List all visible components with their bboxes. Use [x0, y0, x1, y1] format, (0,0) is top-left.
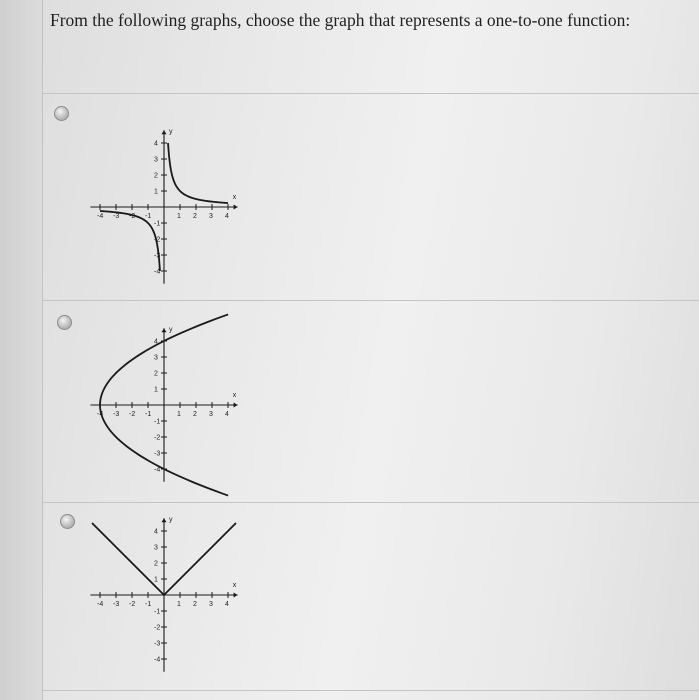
x-tick-label: 4: [225, 601, 229, 608]
y-axis-label: y: [169, 516, 173, 524]
option-b-radio[interactable]: [57, 315, 72, 330]
x-tick-label: -1: [145, 601, 152, 608]
x-tick-label: 2: [193, 601, 197, 608]
option-c-radio[interactable]: [60, 514, 75, 529]
y-tick-label: 2: [154, 370, 158, 378]
option-c-graph: [74, 500, 284, 695]
y-tick-label: 3: [154, 354, 158, 362]
y-tick-label: 1: [154, 576, 158, 584]
option-b-graph: [74, 300, 284, 500]
y-axis-label: y: [169, 128, 173, 136]
x-tick-label: -3: [113, 411, 120, 418]
x-tick-label: -3: [113, 213, 120, 220]
x-axis-label: x: [232, 194, 237, 201]
x-tick-label: 3: [209, 213, 213, 220]
y-tick-label: 3: [154, 544, 158, 552]
curve-series-0: [100, 211, 160, 271]
x-tick-label: -3: [113, 601, 120, 608]
y-tick-label: 1: [154, 386, 158, 394]
left-margin: [0, 0, 43, 700]
x-tick-label: -4: [97, 601, 104, 608]
x-tick-label: 1: [177, 601, 181, 608]
x-tick-label: 3: [209, 601, 213, 608]
y-tick-label: -3: [154, 252, 161, 260]
x-tick-label: 4: [225, 213, 229, 220]
y-tick-label: -4: [154, 466, 161, 474]
option-a-radio[interactable]: [54, 106, 69, 121]
x-axis-arrow-icon: [234, 593, 238, 598]
x-axis-arrow-icon: [234, 403, 238, 408]
x-tick-label: 1: [177, 411, 181, 418]
x-tick-label: 2: [193, 213, 197, 220]
y-tick-label: 4: [154, 528, 158, 536]
y-tick-label: 1: [154, 188, 158, 196]
x-tick-label: -2: [129, 411, 136, 418]
x-tick-label: -4: [97, 411, 104, 418]
y-tick-label: -2: [154, 236, 161, 244]
y-tick-label: -3: [154, 640, 161, 648]
y-axis-arrow-icon: [162, 328, 167, 332]
option-a-graph: [74, 90, 284, 290]
y-tick-label: 3: [154, 156, 158, 164]
y-tick-label: -4: [154, 268, 161, 276]
y-axis-arrow-icon: [162, 518, 167, 522]
y-tick-label: 2: [154, 172, 158, 180]
y-tick-label: -1: [154, 418, 161, 426]
y-tick-label: 2: [154, 560, 158, 568]
x-tick-label: -1: [145, 213, 152, 220]
y-tick-label: -1: [154, 220, 161, 228]
x-tick-label: -1: [145, 411, 152, 418]
x-tick-label: -4: [97, 213, 104, 220]
x-tick-label: 3: [209, 411, 213, 418]
y-tick-label: 4: [154, 140, 158, 148]
y-tick-label: -1: [154, 608, 161, 616]
y-tick-label: -3: [154, 450, 161, 458]
y-tick-label: 4: [154, 338, 158, 346]
x-tick-label: 4: [225, 411, 229, 418]
x-axis-label: x: [232, 582, 237, 589]
y-tick-label: -2: [154, 624, 161, 632]
x-tick-label: 1: [177, 213, 181, 220]
y-axis-arrow-icon: [162, 130, 167, 134]
x-axis-arrow-icon: [234, 205, 238, 210]
y-tick-label: -2: [154, 434, 161, 442]
question-text: From the following graphs, choose the graph that represents a one-to-one function:: [50, 10, 631, 30]
x-tick-label: -2: [129, 213, 136, 220]
y-tick-label: -4: [154, 656, 161, 664]
x-axis-label: x: [232, 392, 237, 399]
x-tick-label: 2: [193, 411, 197, 418]
x-tick-label: -2: [129, 601, 136, 608]
curve-series-1: [168, 143, 228, 203]
y-axis-label: y: [169, 326, 173, 334]
